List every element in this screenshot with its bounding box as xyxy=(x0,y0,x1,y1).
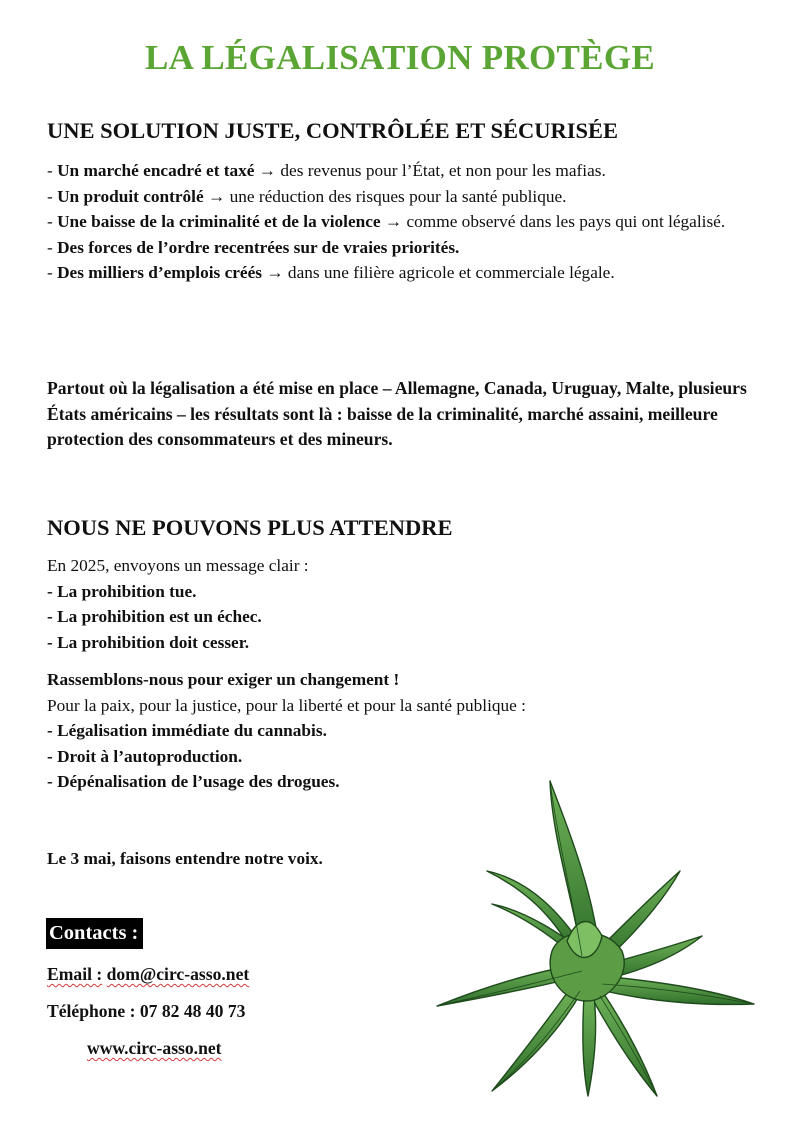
statement-item: - La prohibition tue. xyxy=(47,581,197,601)
demand-item: - Droit à l’autoproduction. xyxy=(47,746,243,766)
closing-line: Le 3 mai, faisons entendre notre voix. xyxy=(47,849,323,868)
urgency-block xyxy=(47,553,759,655)
website-line xyxy=(87,1036,222,1060)
demand-item: - Dépénalisation de l’usage des drogues. xyxy=(47,772,340,791)
demand-item: - Légalisation immédiate du cannabis. xyxy=(47,721,327,740)
page-title: LA LÉGALISATION PROTÈGE xyxy=(145,38,655,77)
statement-item: - La prohibition est un échec. xyxy=(47,607,262,626)
bullet-item: - Une baisse de la criminalité et de la violence → comme observé dans les pays qui ont légalisé. xyxy=(47,212,726,231)
statement-item: - La prohibition doit cesser. xyxy=(47,632,250,652)
cannabis-leaf-icon xyxy=(432,776,762,1106)
phone-label: Téléphone : xyxy=(47,1001,136,1021)
bullet-item: - Des milliers d’emplois créés → dans une filière agricole et commerciale légale. xyxy=(47,263,615,282)
bullet-item: - Des forces de l’ordre recentrées sur de vraies priorités. xyxy=(47,237,460,257)
legalization-summary: Partout où la légalisation a été mise en place – Allemagne, Canada, Uruguay, Malte, plusieurs États américains – les résultats sont là : baisse de la criminalité, marché assaini, meilleure protection des consommateurs et des mineurs. xyxy=(47,378,747,449)
phone-number: 07 82 48 40 73 xyxy=(139,1001,246,1021)
bullet-item: - Un produit contrôlé → une réduction des risques pour la santé publique. xyxy=(47,186,567,206)
bullet-item: - Un marché encadré et taxé → des revenus pour l’État, et non pour les mafias. xyxy=(47,161,606,180)
solution-bullets xyxy=(47,158,759,286)
email-link[interactable]: dom@circ-asso.net xyxy=(106,964,250,984)
contacts-label: Contacts : xyxy=(46,918,143,949)
email-line xyxy=(47,962,249,986)
section-heading-urgency: NOUS NE POUVONS PLUS ATTENDRE xyxy=(47,515,453,540)
email-label: Email : xyxy=(47,964,103,984)
urgency-intro: En 2025, envoyons un message clair : xyxy=(47,556,309,575)
website-link[interactable]: www.circ-asso.net xyxy=(87,1038,222,1058)
section-heading-solution: UNE SOLUTION JUSTE, CONTRÔLÉE ET SÉCURISÉE xyxy=(47,118,619,143)
call-heading: Rassemblons-nous pour exiger un changement ! xyxy=(47,670,400,689)
phone-line xyxy=(47,999,245,1023)
call-subtext: Pour la paix, pour la justice, pour la liberté et pour la santé publique : xyxy=(47,695,526,715)
